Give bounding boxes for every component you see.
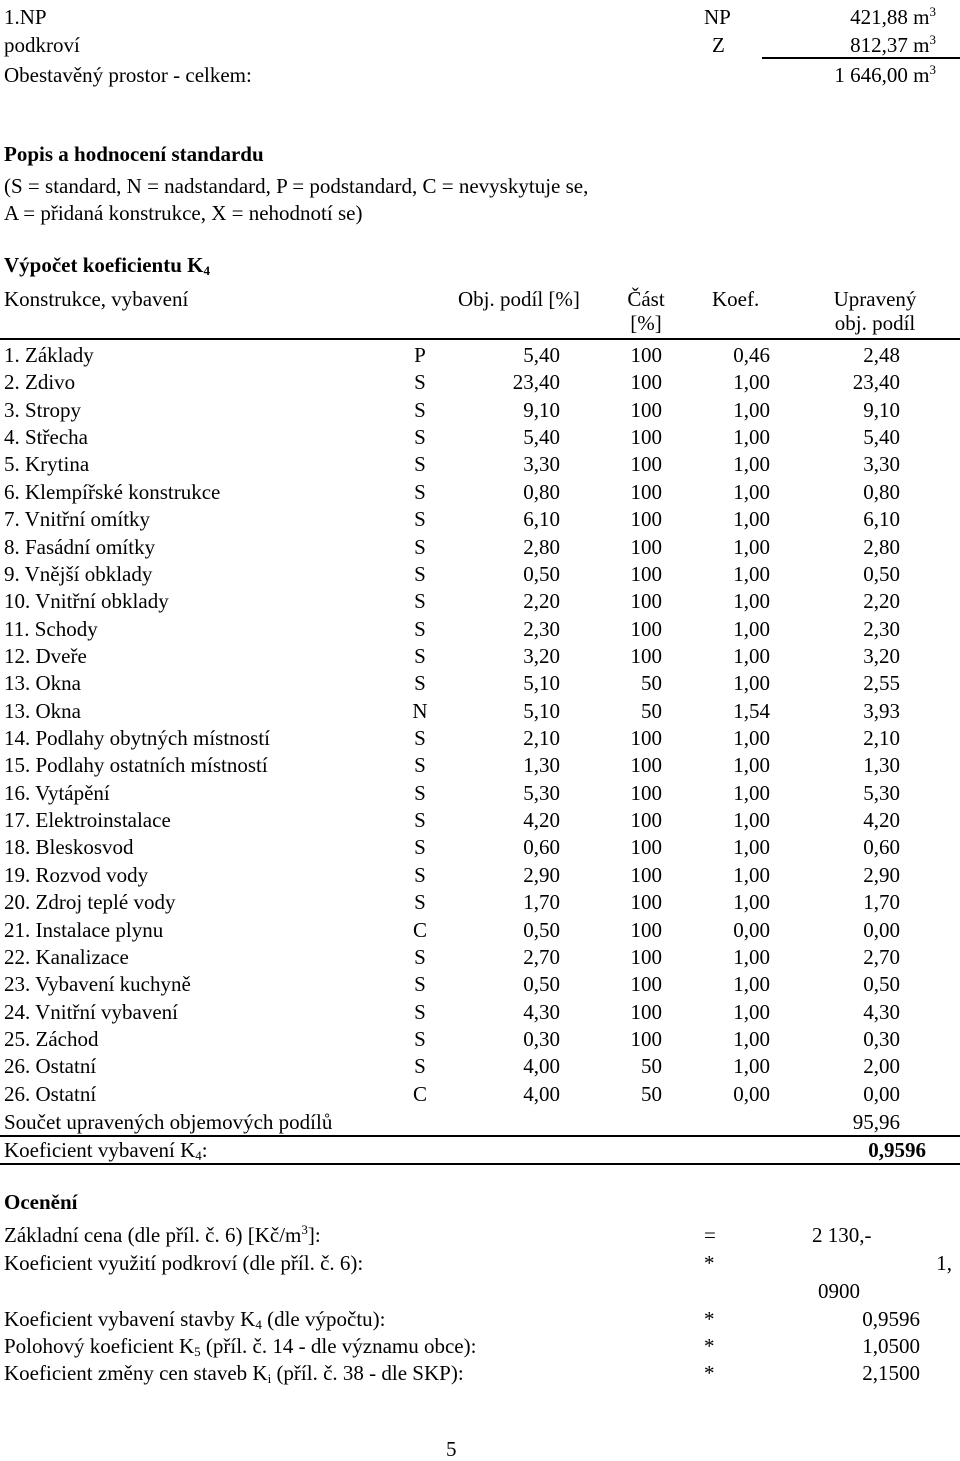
cell-share: 1,70 bbox=[523, 890, 560, 915]
cell-part: 100 bbox=[630, 726, 662, 751]
volume-value-np: 421,88 $m^3$ bbox=[850, 4, 936, 29]
table-row bbox=[0, 480, 960, 507]
cell-standard: S bbox=[414, 862, 426, 887]
cell-coef: 1,00 bbox=[733, 808, 770, 833]
cell-part: 100 bbox=[630, 780, 662, 805]
cell-adjusted: 0,50 bbox=[863, 972, 900, 997]
cell-part: 100 bbox=[630, 972, 662, 997]
cell-construction: 13. Okna bbox=[4, 671, 81, 696]
table-row bbox=[0, 726, 960, 753]
cell-share: 0,50 bbox=[523, 917, 560, 942]
cell-part: 100 bbox=[630, 534, 662, 559]
cell-coef: 1,00 bbox=[733, 835, 770, 860]
cell-construction: 21. Instalace plynu bbox=[4, 917, 164, 942]
cell-share: 5,30 bbox=[523, 780, 560, 805]
volume-code-np: NP bbox=[704, 5, 731, 29]
cell-part: 100 bbox=[630, 944, 662, 969]
cell-coef: 1,00 bbox=[733, 671, 770, 696]
attic-coef-value-line2: 0900 bbox=[818, 1279, 860, 1303]
table-row bbox=[0, 1082, 960, 1109]
volume-label-attic: podkroví bbox=[4, 33, 80, 57]
cell-standard: S bbox=[414, 1027, 426, 1051]
cell-construction: 26. Ostatní bbox=[4, 1081, 97, 1106]
cell-construction: 10. Vnitřní obklady bbox=[4, 589, 169, 614]
cell-adjusted: 2,48 bbox=[863, 343, 900, 367]
k4-coef-operator: * bbox=[704, 1307, 715, 1331]
page-number: 5 bbox=[446, 1437, 457, 1461]
cell-adjusted: 1,70 bbox=[863, 890, 900, 915]
base-price-label: Základní cena (dle příl. č. 6) $[Kč/m^3]$: bbox=[4, 1222, 321, 1247]
cell-coef: 1,00 bbox=[733, 616, 770, 641]
standard-legend-line1: (S = standard, N = nadstandard, P = podstandard, C = nevyskytuje se, bbox=[4, 174, 589, 198]
cell-share: 2,10 bbox=[523, 726, 560, 751]
cell-coef: 1,00 bbox=[733, 534, 770, 559]
attic-coef-value-line1: 1, bbox=[936, 1251, 952, 1275]
table-row bbox=[0, 1027, 960, 1054]
cell-standard: S bbox=[414, 425, 426, 450]
cell-share: 4,20 bbox=[523, 808, 560, 833]
cell-coef: 0,46 bbox=[733, 343, 770, 367]
table-row bbox=[0, 452, 960, 479]
cell-share: 2,20 bbox=[523, 589, 560, 614]
table-row bbox=[0, 918, 960, 945]
cell-construction: 11. Schody bbox=[4, 616, 98, 641]
col-header-adjusted: Upravený obj. podíl bbox=[833, 287, 917, 335]
cell-construction: 3. Stropy bbox=[4, 397, 82, 422]
cell-adjusted: 3,20 bbox=[863, 643, 900, 668]
cell-standard: S bbox=[414, 452, 426, 477]
cell-share: 0,50 bbox=[523, 561, 560, 586]
cell-adjusted: 2,30 bbox=[863, 616, 900, 641]
cell-coef: 1,00 bbox=[733, 589, 770, 614]
cell-share: 3,30 bbox=[523, 452, 560, 477]
cell-part: 100 bbox=[630, 753, 662, 778]
table-row bbox=[0, 1000, 960, 1027]
cell-share: 1,30 bbox=[523, 753, 560, 778]
cell-construction: 24. Vnitřní vybavení bbox=[4, 999, 179, 1024]
cell-construction: 16. Vytápění bbox=[4, 780, 110, 805]
cell-adjusted: 2,20 bbox=[863, 589, 900, 614]
cell-standard: S bbox=[414, 808, 426, 833]
cell-standard: S bbox=[414, 616, 426, 641]
k5-coef-value: 1,0500 bbox=[862, 1334, 920, 1358]
cell-construction: 2. Zdivo bbox=[4, 370, 76, 395]
cell-share: 2,80 bbox=[523, 534, 560, 559]
cell-adjusted: 3,30 bbox=[863, 452, 900, 477]
k4-coef-value: 0,9596 bbox=[862, 1307, 920, 1331]
cell-coef: 1,00 bbox=[733, 370, 770, 395]
cell-adjusted: 0,30 bbox=[863, 1027, 900, 1051]
cell-construction: 18. Bleskosvod bbox=[4, 835, 134, 860]
cell-construction: 15. Podlahy ostatních místností bbox=[4, 753, 268, 778]
base-price-value: 2 130,- bbox=[812, 1223, 872, 1247]
standard-heading: Popis a hodnocení standardu bbox=[4, 142, 264, 166]
cell-coef: 1,00 bbox=[733, 452, 770, 477]
cell-coef: 1,00 bbox=[733, 890, 770, 915]
cell-part: 100 bbox=[630, 917, 662, 942]
cell-adjusted: 9,10 bbox=[863, 397, 900, 422]
cell-adjusted: 2,70 bbox=[863, 944, 900, 969]
cell-standard: S bbox=[414, 835, 426, 860]
cell-part: 100 bbox=[630, 1027, 662, 1051]
cell-adjusted: 0,00 bbox=[863, 917, 900, 942]
cell-construction: 5. Krytina bbox=[4, 452, 90, 477]
cell-construction: 26. Ostatní bbox=[4, 1054, 97, 1079]
table-row bbox=[0, 671, 960, 698]
cell-coef: 1,00 bbox=[733, 862, 770, 887]
volume-label-np: 1.NP bbox=[4, 5, 47, 29]
table-row bbox=[0, 425, 960, 452]
cell-standard: S bbox=[414, 643, 426, 668]
cell-adjusted: 2,55 bbox=[863, 671, 900, 696]
cell-share: 0,30 bbox=[523, 1027, 560, 1051]
cell-standard: S bbox=[414, 753, 426, 778]
k4-result-divider bbox=[0, 1163, 960, 1165]
cell-adjusted: 2,00 bbox=[863, 1054, 900, 1079]
cell-part: 100 bbox=[630, 862, 662, 887]
table-row bbox=[0, 343, 960, 370]
cell-coef: 1,00 bbox=[733, 425, 770, 450]
cell-coef: 1,00 bbox=[733, 507, 770, 532]
cell-standard: N bbox=[412, 698, 428, 723]
cell-share: 5,10 bbox=[523, 698, 560, 723]
table-row bbox=[0, 589, 960, 616]
cell-adjusted: 5,40 bbox=[863, 425, 900, 450]
table-row bbox=[0, 945, 960, 972]
cell-coef: 1,00 bbox=[733, 944, 770, 969]
attic-coef-operator: * bbox=[704, 1251, 715, 1275]
cell-standard: S bbox=[414, 479, 426, 504]
cell-standard: S bbox=[414, 1054, 426, 1079]
table-row bbox=[0, 398, 960, 425]
cell-part: 100 bbox=[630, 890, 662, 915]
table-row bbox=[0, 535, 960, 562]
table-row bbox=[0, 781, 960, 808]
col-header-part: Část [%] bbox=[627, 287, 665, 335]
cell-adjusted: 2,10 bbox=[863, 726, 900, 751]
standard-legend-line2: A = přidaná konstrukce, X = nehodnotí se) bbox=[4, 201, 363, 225]
volume-value-attic: 812,37 $m^3$ bbox=[850, 32, 936, 57]
table-row bbox=[0, 753, 960, 780]
cell-construction: 6. Klempířské konstrukce bbox=[4, 479, 221, 504]
cell-coef: 1,00 bbox=[733, 753, 770, 778]
cell-construction: 19. Rozvod vody bbox=[4, 862, 149, 887]
cell-construction: 1. Základy bbox=[4, 343, 94, 367]
k4-result-label: Koeficient vybavení $K_4$: bbox=[4, 1138, 208, 1163]
ki-coef-value: 2,1500 bbox=[862, 1361, 920, 1385]
col-header-share: Obj. podíl [%] bbox=[458, 287, 580, 311]
cell-share: 0,60 bbox=[523, 835, 560, 860]
cell-share: 4,00 bbox=[523, 1054, 560, 1079]
base-price-operator: = bbox=[704, 1223, 716, 1247]
cell-construction: 13. Okna bbox=[4, 698, 81, 723]
k5-coef-label: Polohový koeficient $K_5$ (příl. č. 14 - dle významu obce): bbox=[4, 1334, 477, 1359]
cell-coef: 1,00 bbox=[733, 999, 770, 1024]
cell-share: 2,30 bbox=[523, 616, 560, 641]
cell-standard: S bbox=[414, 780, 426, 805]
cell-part: 100 bbox=[630, 479, 662, 504]
cell-construction: 23. Vybavení kuchyně bbox=[4, 972, 191, 997]
cell-coef: 1,00 bbox=[733, 397, 770, 422]
col-header-coef: Koef. bbox=[712, 287, 760, 311]
cell-share: 2,70 bbox=[523, 944, 560, 969]
cell-part: 50 bbox=[641, 671, 662, 696]
col-header-construction: Konstrukce, vybavení bbox=[4, 287, 189, 311]
cell-standard: C bbox=[412, 917, 427, 942]
cell-coef: 0,00 bbox=[733, 1081, 770, 1106]
cell-share: 23,40 bbox=[512, 370, 560, 395]
cell-share: 2,90 bbox=[523, 862, 560, 887]
cell-adjusted: 2,80 bbox=[863, 534, 900, 559]
volume-total-label: Obestavěný prostor - celkem: bbox=[4, 63, 252, 87]
cell-share: 5,40 bbox=[523, 425, 560, 450]
cell-coef: 1,00 bbox=[733, 479, 770, 504]
table-row bbox=[0, 370, 960, 397]
cell-share: 5,40 bbox=[523, 343, 560, 367]
cell-part: 100 bbox=[630, 999, 662, 1024]
cell-coef: 1,00 bbox=[733, 643, 770, 668]
cell-adjusted: 0,00 bbox=[863, 1081, 900, 1106]
cell-standard: P bbox=[414, 343, 426, 367]
volume-code-attic: Z bbox=[712, 33, 725, 57]
cell-standard: C bbox=[412, 1081, 427, 1106]
volume-total-value: 1 646,00 $m^3$ bbox=[834, 62, 936, 87]
cell-coef: 1,00 bbox=[733, 1054, 770, 1079]
cell-coef: 1,00 bbox=[733, 780, 770, 805]
cell-adjusted: 2,90 bbox=[863, 862, 900, 887]
cell-share: 3,20 bbox=[523, 643, 560, 668]
k4-coef-label: Koeficient vybavení stavby $K_4$ (dle výpočtu): bbox=[4, 1307, 386, 1332]
table-row bbox=[0, 972, 960, 999]
cell-standard: S bbox=[414, 890, 426, 915]
cell-standard: S bbox=[414, 726, 426, 751]
table-row bbox=[0, 507, 960, 534]
cell-standard: S bbox=[414, 507, 426, 532]
table-header-divider bbox=[0, 338, 960, 340]
cell-share: 9,10 bbox=[523, 397, 560, 422]
cell-share: 4,00 bbox=[523, 1081, 560, 1106]
cell-part: 100 bbox=[630, 507, 662, 532]
table-row bbox=[0, 699, 960, 726]
cell-construction: 12. Dveře bbox=[4, 643, 87, 668]
cell-adjusted: 4,30 bbox=[863, 999, 900, 1024]
cell-part: 100 bbox=[630, 343, 662, 367]
cell-coef: 1,00 bbox=[733, 1027, 770, 1051]
cell-part: 100 bbox=[630, 370, 662, 395]
cell-standard: S bbox=[414, 944, 426, 969]
cell-construction: 17. Elektroinstalace bbox=[4, 808, 171, 833]
table-row bbox=[0, 617, 960, 644]
sum-label: Součet upravených objemových podílů bbox=[4, 1110, 333, 1134]
cell-part: 50 bbox=[641, 1081, 662, 1106]
sum-row-divider bbox=[0, 1135, 960, 1137]
cell-coef: 0,00 bbox=[733, 917, 770, 942]
cell-adjusted: 0,60 bbox=[863, 835, 900, 860]
table-row bbox=[0, 808, 960, 835]
cell-construction: 20. Zdroj teplé vody bbox=[4, 890, 176, 915]
cell-adjusted: 1,30 bbox=[863, 753, 900, 778]
cell-construction: 8. Fasádní omítky bbox=[4, 534, 156, 559]
table-row bbox=[0, 890, 960, 917]
cell-standard: S bbox=[414, 589, 426, 614]
cell-construction: 4. Střecha bbox=[4, 425, 88, 450]
cell-coef: 1,54 bbox=[733, 698, 770, 723]
cell-share: 0,80 bbox=[523, 479, 560, 504]
attic-coef-label: Koeficient využití podkroví (dle příl. č. 6): bbox=[4, 1251, 364, 1275]
ki-coef-operator: * bbox=[704, 1361, 715, 1385]
table-row bbox=[0, 835, 960, 862]
cell-construction: 25. Záchod bbox=[4, 1027, 99, 1051]
cell-standard: S bbox=[414, 999, 426, 1024]
cell-part: 50 bbox=[641, 1054, 662, 1079]
cell-construction: 9. Vnější obklady bbox=[4, 561, 153, 586]
cell-adjusted: 3,93 bbox=[863, 698, 900, 723]
cell-part: 100 bbox=[630, 808, 662, 833]
cell-part: 100 bbox=[630, 616, 662, 641]
cell-part: 100 bbox=[630, 425, 662, 450]
table-row bbox=[0, 562, 960, 589]
cell-standard: S bbox=[414, 370, 426, 395]
cell-share: 4,30 bbox=[523, 999, 560, 1024]
cell-adjusted: 0,50 bbox=[863, 561, 900, 586]
cell-standard: S bbox=[414, 561, 426, 586]
cell-part: 100 bbox=[630, 452, 662, 477]
cell-standard: S bbox=[414, 972, 426, 997]
sum-divider bbox=[762, 57, 960, 59]
k5-coef-operator: * bbox=[704, 1334, 715, 1358]
cell-standard: S bbox=[414, 671, 426, 696]
cell-part: 100 bbox=[630, 397, 662, 422]
cell-coef: 1,00 bbox=[733, 972, 770, 997]
cell-share: 5,10 bbox=[523, 671, 560, 696]
cell-construction: 22. Kanalizace bbox=[4, 944, 129, 969]
cell-standard: S bbox=[414, 534, 426, 559]
cell-adjusted: 4,20 bbox=[863, 808, 900, 833]
valuation-heading: Ocenění bbox=[4, 1190, 78, 1214]
cell-adjusted: 6,10 bbox=[863, 507, 900, 532]
ki-coef-label: Koeficient změny cen staveb $K_i$ (příl. č. 38 - dle SKP): bbox=[4, 1361, 464, 1386]
cell-adjusted: 23,40 bbox=[852, 370, 900, 395]
k4-heading: Výpočet koeficientu $K_4$ bbox=[4, 253, 210, 278]
cell-share: 0,50 bbox=[523, 972, 560, 997]
cell-coef: 1,00 bbox=[733, 726, 770, 751]
table-row bbox=[0, 644, 960, 671]
table-row bbox=[0, 1054, 960, 1081]
table-row bbox=[0, 863, 960, 890]
cell-coef: 1,00 bbox=[733, 561, 770, 586]
cell-standard: S bbox=[414, 397, 426, 422]
cell-construction: 7. Vnitřní omítky bbox=[4, 507, 151, 532]
cell-adjusted: 0,80 bbox=[863, 479, 900, 504]
cell-construction: 14. Podlahy obytných místností bbox=[4, 726, 271, 751]
cell-adjusted: 5,30 bbox=[863, 780, 900, 805]
cell-part: 100 bbox=[630, 561, 662, 586]
cell-part: 50 bbox=[641, 698, 662, 723]
cell-part: 100 bbox=[630, 643, 662, 668]
cell-part: 100 bbox=[630, 589, 662, 614]
k4-result-value: 0,9596 bbox=[868, 1138, 926, 1162]
sum-value: 95,96 bbox=[852, 1110, 900, 1134]
cell-share: 6,10 bbox=[523, 507, 560, 532]
cell-part: 100 bbox=[630, 835, 662, 860]
